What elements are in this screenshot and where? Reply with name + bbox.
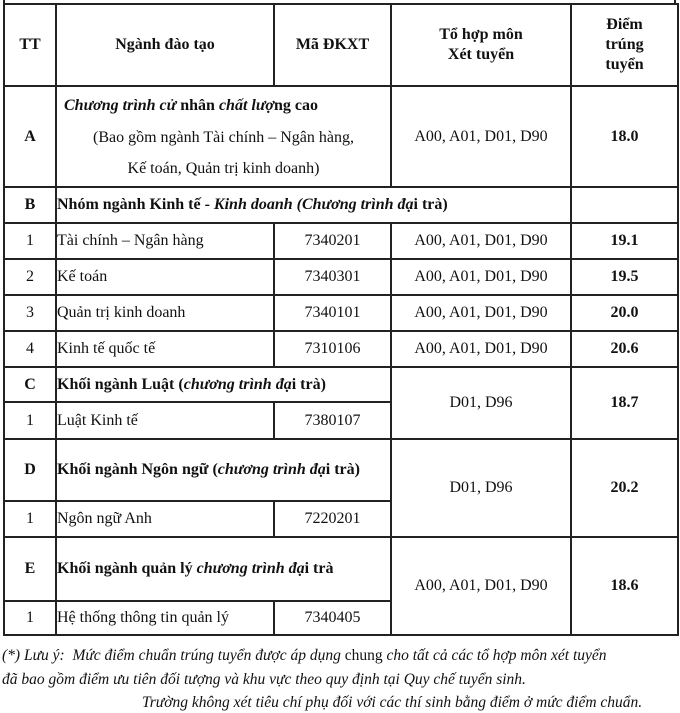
section-a-name-cell [56, 86, 391, 187]
header-diem-line1: Điểm [606, 16, 643, 33]
section-a-row [4, 86, 678, 187]
header-cell-nganh-dao-tao: Ngành đào tạo [56, 4, 274, 86]
row-b4-tt: 4 [4, 331, 56, 367]
section-d-score: 20.2 [571, 439, 678, 537]
section-a-combo: A00, A01, D01, D90 [391, 86, 571, 187]
table-row [4, 259, 678, 295]
header-cell-tt: TT [4, 4, 56, 86]
row-b3-code: 7340101 [274, 295, 391, 331]
row-b4-code: 7310106 [274, 331, 391, 367]
row-d1-tt: 1 [4, 501, 56, 537]
section-a-subtitle-1: (Bao gồm ngành Tài chính – Ngân hàng, [93, 128, 354, 146]
section-a-title-part: nhân [176, 96, 219, 114]
header-cell-diem-trung-tuyen [571, 4, 678, 86]
row-b2-tt: 2 [4, 259, 56, 295]
footnote [2, 644, 680, 713]
row-b4-combo: A00, A01, D01, D90 [391, 331, 571, 367]
footnote-line-2: đã bao gồm điểm ưu tiên đối tượng và khu vực theo quy định tại Quy chế tuyển sinh. [2, 670, 526, 688]
section-a-title-part: Chương trình cử [64, 96, 177, 114]
footnote-line-3: Trường không xét tiêu chí phụ đối với các thí sinh bằng điểm ở mức điểm chuẩn. [142, 694, 643, 711]
section-c-row [4, 367, 678, 402]
row-b4-name: Kinh tế quốc tế [56, 331, 274, 367]
row-e1-name: Hệ thống thông tin quản lý [56, 601, 274, 635]
section-a-score: 18.0 [571, 86, 678, 187]
section-c-score: 18.7 [571, 367, 678, 439]
row-c1-name: Luật Kinh tế [56, 402, 274, 439]
section-e-title-part: chương trình đạ [196, 560, 305, 577]
section-d-title-part: Khối ngành Ngôn ngữ ( [57, 461, 218, 478]
row-b3-score: 20.0 [571, 295, 678, 331]
section-c-name-cell [56, 367, 391, 402]
row-b1-tt: 1 [4, 223, 56, 259]
section-b-tt: B [4, 187, 56, 223]
section-e-name-cell [56, 537, 391, 601]
section-c-title-part: i trà) [291, 375, 326, 393]
row-b1-code: 7340201 [274, 223, 391, 259]
section-a-tt: A [4, 86, 56, 187]
section-b-name-cell [56, 187, 571, 223]
section-c-combo: D01, D96 [391, 367, 571, 439]
row-d1-code: 7220201 [274, 501, 391, 537]
row-b2-code: 7340301 [274, 259, 391, 295]
section-d-row [4, 439, 678, 501]
section-c-title-part: Khối ngành Luật ( [57, 375, 184, 393]
section-a-title-part: ng cao [274, 96, 319, 114]
header-tohop-line2: Xét tuyển [447, 46, 515, 63]
row-b2-combo: A00, A01, D01, D90 [391, 259, 571, 295]
header-tohop-line1: Tổ hợp môn [439, 26, 523, 43]
section-d-name-cell [56, 439, 391, 501]
header-cell-to-hop-mon [391, 4, 571, 86]
footnote-line-1 [2, 644, 680, 668]
section-a-subtitle-2: Kế toán, Quản trị kinh doanh) [127, 159, 320, 177]
table-header-row [4, 4, 678, 86]
row-b1-combo: A00, A01, D01, D90 [391, 223, 571, 259]
footnote-line-1-italic: (*) Lưu ý: Mức điểm chuẩn trúng tuyển được áp dụng [2, 647, 345, 664]
admission-scores-table [3, 3, 679, 636]
row-b3-combo: A00, A01, D01, D90 [391, 295, 571, 331]
section-e-tt: E [4, 537, 56, 601]
section-c-title-part: chương trình đạ [183, 375, 292, 393]
row-b1-name: Tài chính – Ngân hàng [56, 223, 274, 259]
section-e-title-part: i trà [304, 560, 334, 577]
row-d1-name: Ngôn ngữ Anh [56, 501, 274, 537]
section-d-title-part: i trà) [325, 461, 360, 478]
section-a-title [57, 90, 390, 122]
section-d-tt: D [4, 439, 56, 501]
footnote-line-1-italic: cho tất cả các tổ hợp môn xét tuyển [382, 647, 607, 664]
row-b1-score: 19.1 [571, 223, 678, 259]
section-e-row [4, 537, 678, 601]
section-d-title-part: chương trình đạ [217, 461, 326, 478]
row-b4-score: 20.6 [571, 331, 678, 367]
table-row [4, 223, 678, 259]
section-b-row [4, 187, 678, 223]
section-d-combo: D01, D96 [391, 439, 571, 537]
row-e1-tt: 1 [4, 601, 56, 635]
row-b3-tt: 3 [4, 295, 56, 331]
row-c1-code: 7380107 [274, 402, 391, 439]
row-e1-code: 7340405 [274, 601, 391, 635]
row-b2-score: 19.5 [571, 259, 678, 295]
table-row [4, 295, 678, 331]
section-b-score [571, 187, 678, 223]
section-a-title-part: chất lượ [218, 96, 275, 114]
header-diem-line3: tuyển [605, 56, 644, 73]
section-e-combo: A00, A01, D01, D90 [391, 537, 571, 635]
table-row [4, 331, 678, 367]
header-diem-line2: trúng [605, 36, 644, 53]
row-c1-tt: 1 [4, 402, 56, 439]
section-e-score: 18.6 [571, 537, 678, 635]
footnote-line-1-upright: chung [344, 647, 383, 664]
header-cell-ma-dkxt: Mã ĐKXT [274, 4, 391, 86]
section-c-tt: C [4, 367, 56, 402]
row-b3-name: Quản trị kinh doanh [56, 295, 274, 331]
section-b-title-part: Kinh doanh (Chương trình đạ [213, 196, 414, 213]
section-b-title-part: Nhóm ngành Kinh tế - [57, 196, 214, 213]
row-b2-name: Kế toán [56, 259, 274, 295]
section-e-title-part: Khối ngành quản lý [57, 560, 197, 577]
section-b-title-part: i trà) [413, 196, 448, 213]
